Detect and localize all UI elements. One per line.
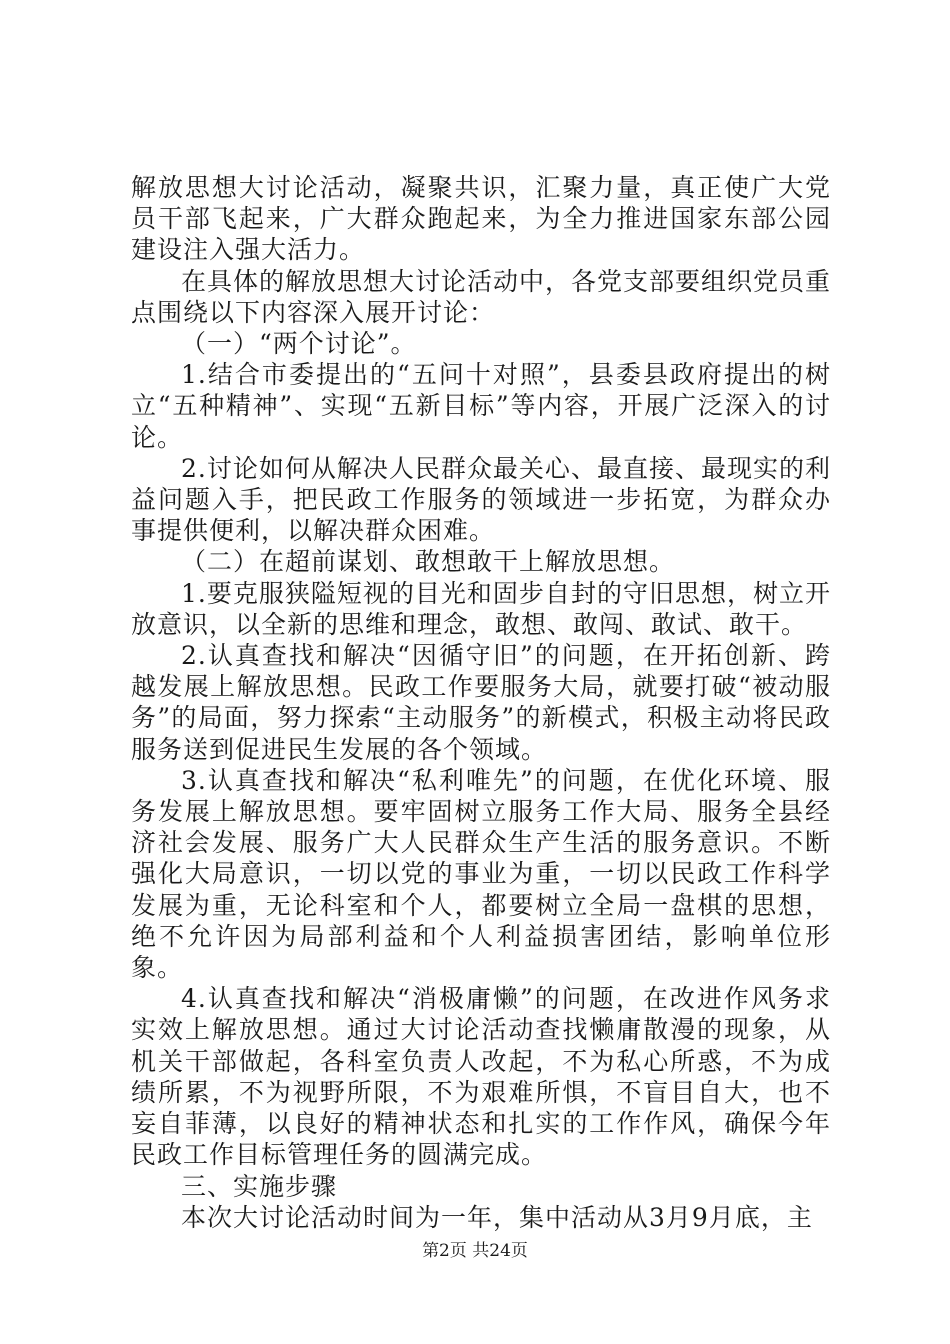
list-item: 3.认真查找和解决“私利唯先”的问题，在优化环境、服务发展上解放思想。要牢固树立服务工作大局、服务全县经济社会发展、服务广大人民群众生产生活的服务意识。不断强化大局意识，一切以党的事业为重，一切以民政工作科学发展为重，无论科室和个人，都要树立全局一盘棋的思想，绝不允许因为局部利益和个人利益损害团结，影响单位形象。 bbox=[131, 765, 831, 983]
page-number-footer: 第2页 共24页 bbox=[422, 1241, 528, 1261]
list-item: 2.认真查找和解决“因循守旧”的问题，在开拓创新、跨越发展上解放思想。民政工作要服务大局，就要打破“被动服务”的局面，努力探索“主动服务”的新模式，积极主动将民政服务送到促进民生发展的各个领域。 bbox=[131, 641, 831, 764]
section-heading: 三、实施步骤 bbox=[181, 1171, 338, 1201]
document-body bbox=[131, 172, 831, 1233]
section-heading: （二）在超前谋划、敢想敢干上解放思想。 bbox=[181, 547, 676, 577]
list-item: 1.要克服狭隘短视的目光和固步自封的守旧思想，树立开放意识，以全新的思维和理念，敢想、敢闯、敢试、敢干。 bbox=[131, 578, 831, 639]
paragraph: 解放思想大讨论活动，凝聚共识，汇聚力量，真正使广大党员干部飞起来，广大群众跑起来，为全力推进国家东部公园建设注入强大活力。 bbox=[131, 173, 831, 265]
paragraph: 本次大讨论活动时间为一年，集中活动从3月9月底，主 bbox=[181, 1202, 813, 1232]
list-item: 1.结合市委提出的“五问十对照”，县委县政府提出的树立“五种精神”、实现“五新目标”等内容，开展广泛深入的讨论。 bbox=[131, 360, 831, 452]
list-item: 4.认真查找和解决“消极庸懒”的问题，在改进作风务求实效上解放思想。通过大讨论活动查找懒庸散漫的现象，从机关干部做起，各科室负责人改起，不为私心所惑，不为成绩所累，不为视野所限，不为艰难所惧，不盲目自大，也不妄自菲薄，以良好的精神状态和扎实的工作作风，确保今年民政工作目标管理任务的圆满完成。 bbox=[131, 984, 831, 1170]
list-item: 2.讨论如何从解决人民群众最关心、最直接、最现实的利益问题入手，把民政工作服务的领域进一步拓宽，为群众办事提供便利，以解决群众困难。 bbox=[131, 453, 831, 546]
paragraph: 在具体的解放思想大讨论活动中，各党支部要组织党员重点围绕以下内容深入展开讨论： bbox=[131, 266, 832, 327]
section-heading: （一）“两个讨论”。 bbox=[181, 329, 417, 359]
